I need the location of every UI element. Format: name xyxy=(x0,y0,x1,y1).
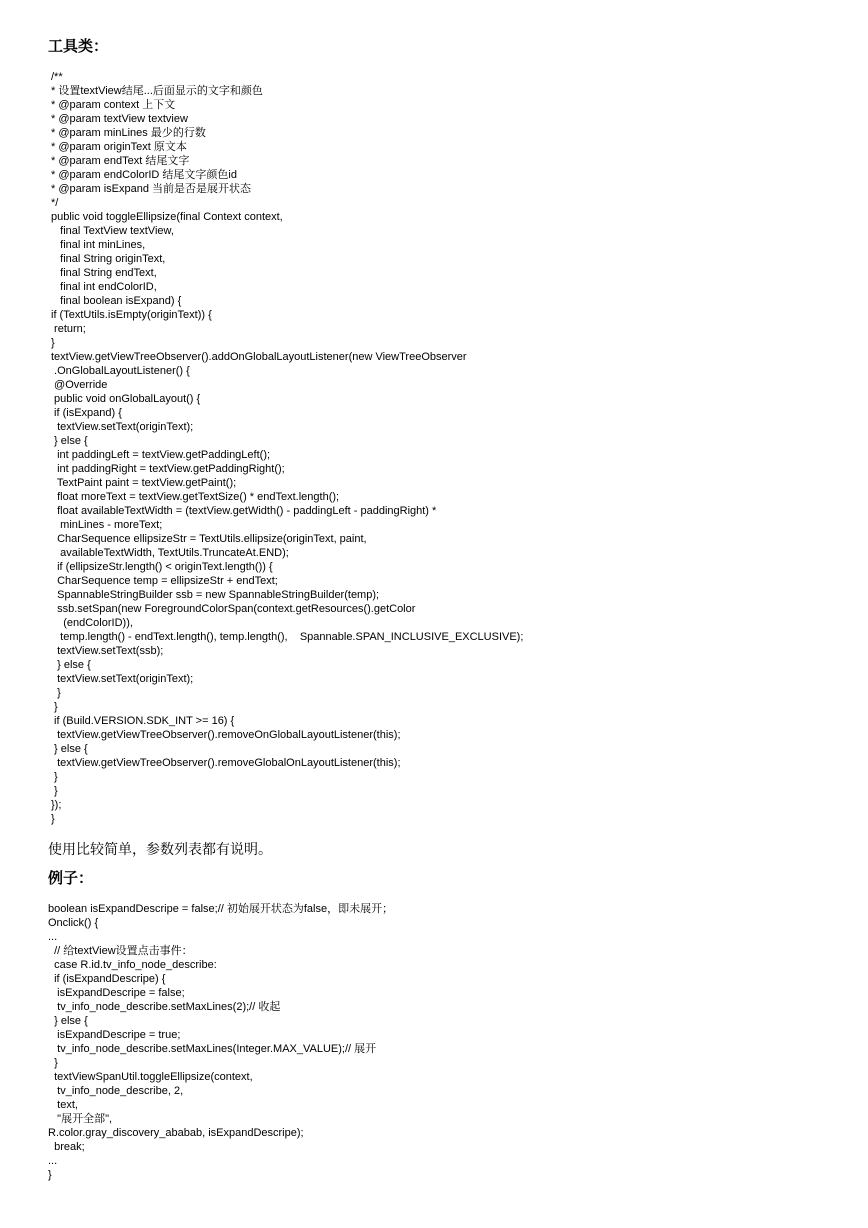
example-heading: 例子： xyxy=(48,870,94,887)
code-line: textView.getViewTreeObserver().removeOnGlobalLayoutListener(this); xyxy=(51,729,401,741)
code-line: tv_info_node_describe, 2, xyxy=(48,1085,184,1097)
code-line: R.color.gray_discovery_ababab, isExpandDescripe); xyxy=(48,1127,304,1139)
code-line: float availableTextWidth = (textView.getWidth() - paddingLeft - paddingRight) * xyxy=(51,505,437,517)
code-line: } else { xyxy=(51,659,91,671)
code-line: final String endText, xyxy=(51,267,157,279)
code-line: public void toggleEllipsize(final Context context, xyxy=(51,211,283,223)
code-line: * @param endText 结尾文字 xyxy=(51,155,190,167)
code-line: tv_info_node_describe.setMaxLines(2);// 收起 xyxy=(48,1001,281,1013)
code-line: final int minLines, xyxy=(51,239,146,251)
code-line: if (Build.VERSION.SDK_INT >= 16) { xyxy=(51,715,235,727)
code-line: } else { xyxy=(51,743,88,755)
code-line: ... xyxy=(48,931,58,943)
code-line: if (ellipsizeStr.length() < originText.length()) { xyxy=(51,561,273,573)
code-line: case R.id.tv_info_node_describe: xyxy=(48,959,217,971)
code-line: final boolean isExpand) { xyxy=(51,295,182,307)
code-line: // 给textView设置点击事件： xyxy=(48,945,193,957)
code-line: ... xyxy=(48,1155,58,1167)
code-line: final String originText, xyxy=(51,253,166,265)
code-line: CharSequence temp = ellipsizeStr + endText; xyxy=(51,575,278,587)
code-line: * @param isExpand 当前是否是展开状态 xyxy=(51,183,252,195)
code-line: ssb.setSpan(new ForegroundColorSpan(context.getResources().getColor xyxy=(51,603,416,615)
code-line: textView.setText(originText); xyxy=(51,673,194,685)
code-line: if (isExpand) { xyxy=(51,407,122,419)
code-line: availableTextWidth, TextUtils.TruncateAt.END); xyxy=(51,547,289,559)
code-line: "展开全部", xyxy=(48,1113,113,1125)
code-line: if (isExpandDescripe) { xyxy=(48,973,166,985)
code-line: TextPaint paint = textView.getPaint(); xyxy=(51,477,237,489)
code-line: textView.getViewTreeObserver().removeGlobalOnLayoutListener(this); xyxy=(51,757,401,769)
code-line: } else { xyxy=(51,435,88,447)
code-line: } xyxy=(51,687,61,699)
code-line: temp.length() - endText.length(), temp.length(), Spannable.SPAN_INCLUSIVE_EXCLUSIVE); xyxy=(51,631,524,643)
code-line: } xyxy=(51,785,58,797)
code-line: } else { xyxy=(48,1015,88,1027)
code-line: * 设置textView结尾...后面显示的文字和颜色 xyxy=(51,85,263,97)
code-line: textViewSpanUtil.toggleEllipsize(context, xyxy=(48,1071,253,1083)
code-line: .OnGlobalLayoutListener() { xyxy=(51,365,190,377)
example-code-block xyxy=(48,902,393,1182)
code-line: return; xyxy=(51,323,86,335)
code-line: CharSequence ellipsizeStr = TextUtils.ellipsize(originText, paint, xyxy=(51,533,367,545)
code-line: * @param textView textview xyxy=(51,113,188,125)
code-line: } xyxy=(51,813,55,825)
code-line: int paddingRight = textView.getPaddingRight(); xyxy=(51,463,285,475)
code-line: text, xyxy=(48,1099,78,1111)
code-line: }); xyxy=(51,799,62,811)
code-line: int paddingLeft = textView.getPaddingLeft(); xyxy=(51,449,271,461)
code-line: SpannableStringBuilder ssb = new SpannableStringBuilder(temp); xyxy=(51,589,380,601)
code-line: final TextView textView, xyxy=(51,225,174,237)
code-line: tv_info_node_describe.setMaxLines(Integer.MAX_VALUE);// 展开 xyxy=(48,1043,377,1055)
code-line: textView.setText(originText); xyxy=(51,421,194,433)
code-line: isExpandDescripe = false; xyxy=(48,987,185,999)
code-line: float moreText = textView.getTextSize() * endText.length(); xyxy=(51,491,340,503)
code-line: textView.setText(ssb); xyxy=(51,645,164,657)
code-line: Onclick() { xyxy=(48,917,99,929)
code-line: if (TextUtils.isEmpty(originText)) { xyxy=(51,309,212,321)
code-line: } xyxy=(51,337,55,349)
tools-code-block xyxy=(51,70,523,826)
code-line: * @param endColorID 结尾文字颜色id xyxy=(51,169,237,181)
code-line: } xyxy=(51,701,58,713)
summary-text: 使用比较简单，参数列表都有说明。 xyxy=(48,841,272,857)
code-line: * @param originText 原文本 xyxy=(51,141,187,153)
code-line: */ xyxy=(51,197,59,209)
tools-heading: 工具类： xyxy=(48,38,109,55)
code-line: textView.getViewTreeObserver().addOnGlobalLayoutListener(new ViewTreeObserver xyxy=(51,351,467,363)
code-line: * @param minLines 最少的行数 xyxy=(51,127,206,139)
code-line: final int endColorID, xyxy=(51,281,157,293)
code-line: * @param context 上下文 xyxy=(51,99,176,111)
code-line: /** xyxy=(51,71,63,83)
code-line: } xyxy=(51,771,58,783)
code-line: boolean isExpandDescripe = false;// 初始展开状态为false，即未展开； xyxy=(48,903,394,915)
code-line: isExpandDescripe = true; xyxy=(48,1029,181,1041)
code-line: minLines - moreText; xyxy=(51,519,163,531)
code-line: } xyxy=(48,1057,58,1069)
code-line: (endColorID)), xyxy=(51,617,133,629)
code-line: @Override xyxy=(51,379,108,391)
code-line: public void onGlobalLayout() { xyxy=(51,393,201,405)
code-line: } xyxy=(48,1169,52,1181)
code-line: break; xyxy=(48,1141,85,1153)
